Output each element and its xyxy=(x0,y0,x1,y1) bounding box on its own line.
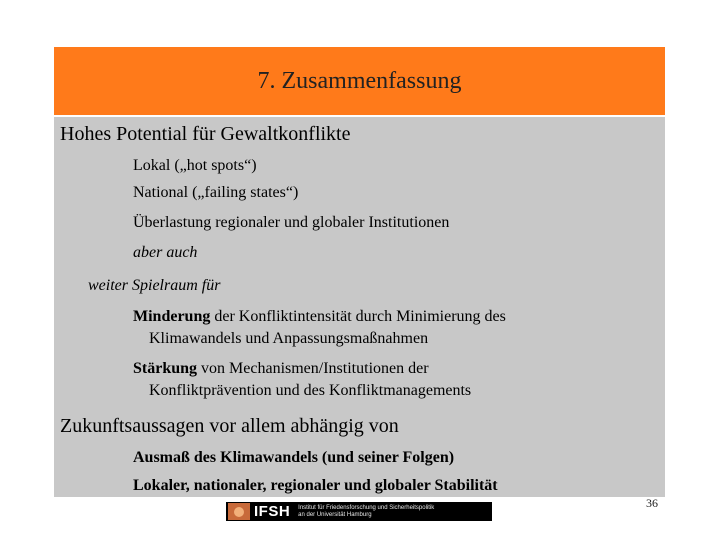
text-aber-auch: aber auch xyxy=(133,244,198,261)
logo-sub-line2: an der Universität Hamburg xyxy=(298,511,372,518)
title-bar xyxy=(54,47,665,115)
item-staerkung-cont: Konfliktprävention und des Konfliktmanagements xyxy=(149,382,472,399)
bullet-national: National („failing states“) xyxy=(133,184,299,201)
bullet-lokal: Lokal („hot spots“) xyxy=(133,157,257,174)
item-minderung-cont: Klimawandels und Anpassungsmaßnahmen xyxy=(149,330,429,347)
dove-icon xyxy=(228,503,250,520)
logo-subtitle xyxy=(298,505,434,519)
content-panel xyxy=(54,117,665,497)
page-number: 36 xyxy=(646,496,658,510)
slide-title: 7. Zusammenfassung xyxy=(257,67,462,94)
ifsh-logo xyxy=(226,502,492,521)
heading-zukunft: Zukunftsaussagen vor allem abhängig von xyxy=(60,415,399,437)
bullet-ausmass: Ausmaß des Klimawandels (und seiner Folgen) xyxy=(133,449,455,466)
item-staerkung-rest: von Mechanismen/Institutionen der xyxy=(197,360,429,377)
heading-potential: Hohes Potential für Gewaltkonflikte xyxy=(60,123,351,145)
item-minderung-rest: der Konfliktintensität durch Minimierung des xyxy=(210,308,506,325)
item-minderung-bold: Minderung xyxy=(133,308,211,325)
item-staerkung-bold: Stärkung xyxy=(133,360,198,377)
logo-sub-line1: Institut für Friedensforschung und Sicherheitspolitik xyxy=(298,504,435,511)
text-spielraum: weiter Spielraum für xyxy=(88,277,221,294)
item-staerkung xyxy=(133,360,429,378)
bullet-stabilitaet: Lokaler, nationaler, regionaler und globaler Stabilität xyxy=(133,477,498,494)
bullet-ueberlastung: Überlastung regionaler und globaler Institutionen xyxy=(133,214,450,231)
item-minderung xyxy=(133,308,506,326)
logo-text: IFSH xyxy=(254,503,291,520)
